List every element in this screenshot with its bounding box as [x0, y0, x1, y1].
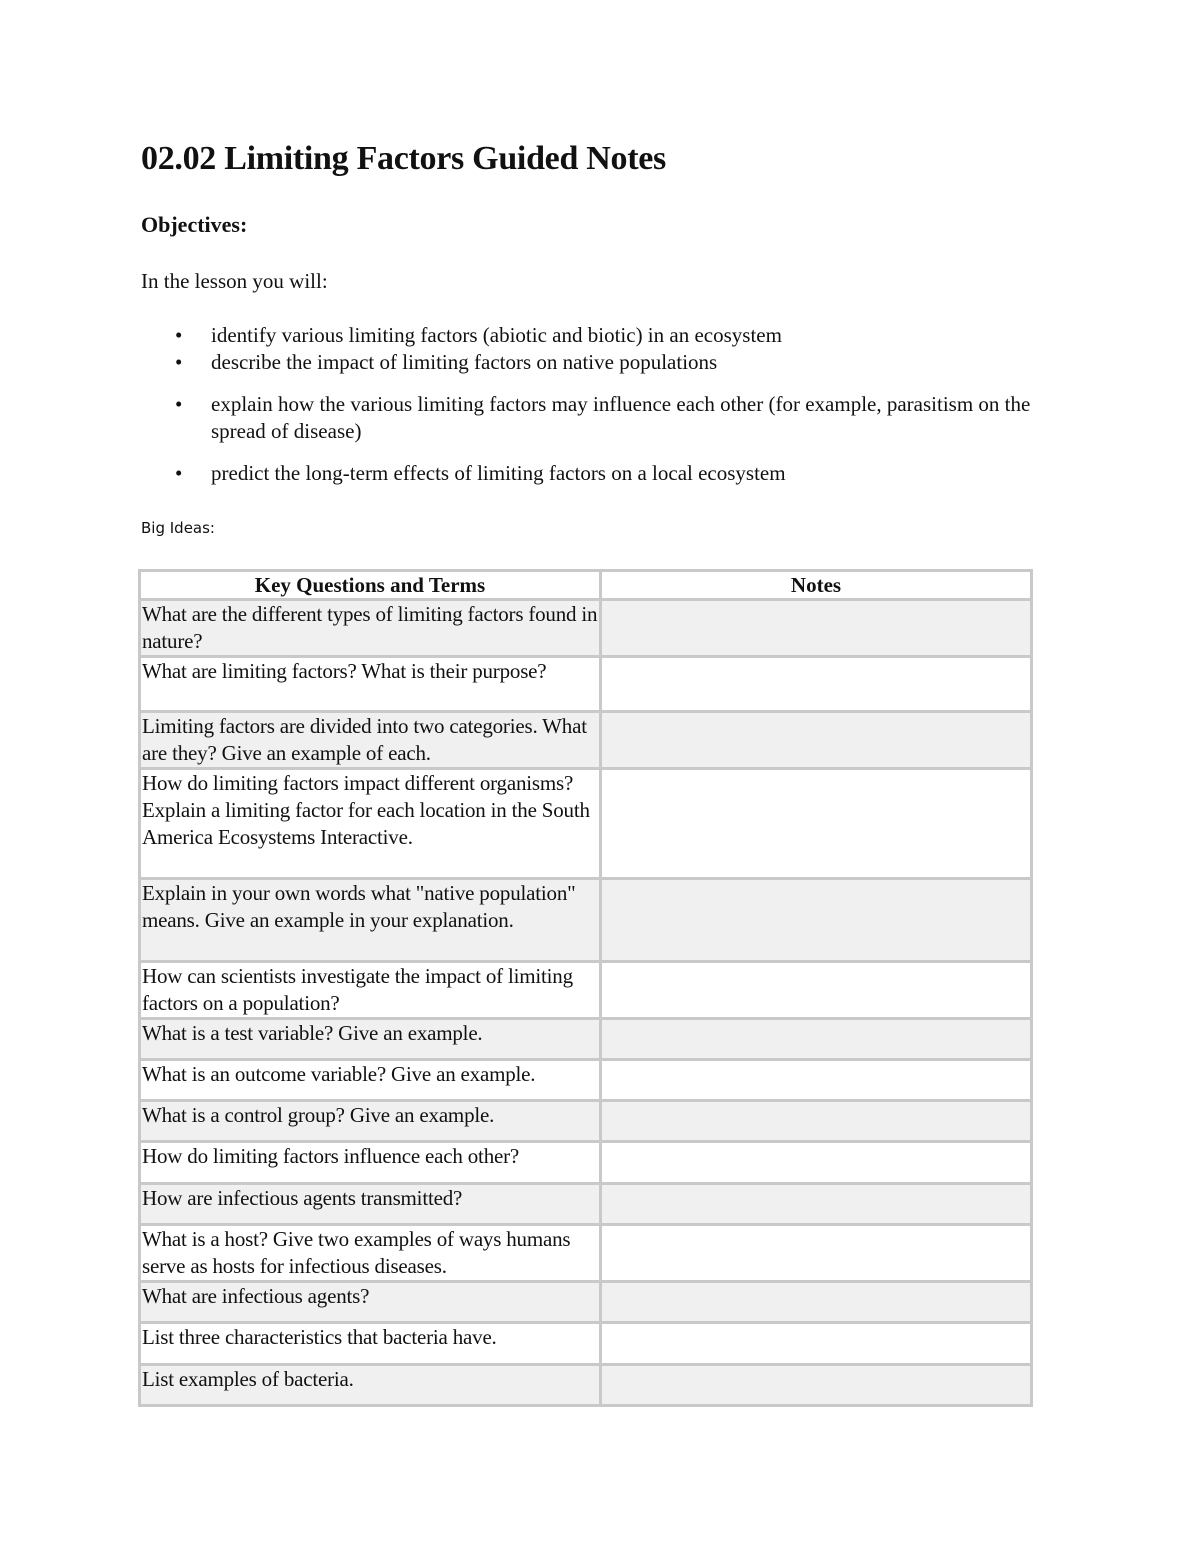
notes-cell[interactable]: [601, 1184, 1032, 1225]
notes-cell[interactable]: [601, 1142, 1032, 1184]
objective-text: describe the impact of limiting factors on native populations: [211, 350, 718, 374]
bullet-icon: •: [175, 392, 183, 416]
notes-cell[interactable]: [601, 1019, 1032, 1060]
question-cell: How are infectious agents transmitted?: [140, 1184, 601, 1225]
question-cell: What are limiting factors? What is their purpose?: [140, 657, 601, 712]
table-row: [140, 1101, 1032, 1142]
notes-cell[interactable]: [601, 1101, 1032, 1142]
objectives-list: [141, 322, 1041, 487]
list-item: [141, 349, 1041, 376]
notes-cell[interactable]: [601, 1225, 1032, 1282]
objective-text: identify various limiting factors (abiotic and biotic) in an ecosystem: [211, 323, 782, 347]
question-cell: Explain in your own words what "native population" means. Give an example in your explanation.: [140, 879, 601, 962]
table-row: [140, 769, 1032, 879]
notes-cell[interactable]: [601, 1282, 1032, 1323]
table-row: [140, 1225, 1032, 1282]
notes-cell[interactable]: [601, 712, 1032, 769]
question-cell: What is a host? Give two examples of ways humans serve as hosts for infectious diseases.: [140, 1225, 601, 1282]
notes-table: [138, 569, 1033, 1407]
column-header-notes: Notes: [601, 571, 1032, 600]
objective-text: predict the long-term effects of limiting factors on a local ecosystem: [211, 461, 786, 485]
table-row: [140, 1282, 1032, 1323]
question-cell: What is a test variable? Give an example.: [140, 1019, 601, 1060]
question-cell: Limiting factors are divided into two categories. What are they? Give an example of each.: [140, 712, 601, 769]
table-row: [140, 1365, 1032, 1406]
table-row: [140, 962, 1032, 1019]
notes-cell[interactable]: [601, 1365, 1032, 1406]
list-item: [141, 322, 1041, 349]
notes-cell[interactable]: [601, 1323, 1032, 1365]
table-row: [140, 657, 1032, 712]
table-row: [140, 879, 1032, 962]
objective-text: explain how the various limiting factors may influence each other (for example, parasitism on the spread of disease): [211, 392, 1031, 443]
big-ideas-label: Big Ideas:: [141, 519, 215, 537]
bullet-icon: •: [175, 350, 183, 374]
page-title: 02.02 Limiting Factors Guided Notes: [141, 140, 666, 177]
notes-cell[interactable]: [601, 879, 1032, 962]
notes-cell[interactable]: [601, 769, 1032, 879]
question-cell: What are infectious agents?: [140, 1282, 601, 1323]
bullet-icon: •: [175, 461, 183, 485]
question-cell: List three characteristics that bacteria have.: [140, 1323, 601, 1365]
table-row: [140, 1060, 1032, 1101]
table-row: [140, 1184, 1032, 1225]
table-row: [140, 1142, 1032, 1184]
question-cell: How can scientists investigate the impact of limiting factors on a population?: [140, 962, 601, 1019]
intro-text: In the lesson you will:: [141, 269, 328, 293]
table-row: [140, 600, 1032, 657]
list-item: [141, 391, 1041, 445]
question-cell: How do limiting factors influence each other?: [140, 1142, 601, 1184]
list-item: [141, 460, 1041, 487]
objectives-heading: Objectives:: [141, 212, 248, 237]
table-header-row: [140, 571, 1032, 600]
column-header-questions: Key Questions and Terms: [140, 571, 601, 600]
table-row: [140, 712, 1032, 769]
table-row: [140, 1323, 1032, 1365]
question-cell: How do limiting factors impact different organisms? Explain a limiting factor for each location in the South America Ecosystems Interactive.: [140, 769, 601, 879]
notes-cell[interactable]: [601, 600, 1032, 657]
question-cell: What is an outcome variable? Give an example.: [140, 1060, 601, 1101]
notes-cell[interactable]: [601, 657, 1032, 712]
table-row: [140, 1019, 1032, 1060]
question-cell: What is a control group? Give an example.: [140, 1101, 601, 1142]
question-cell: List examples of bacteria.: [140, 1365, 601, 1406]
notes-cell[interactable]: [601, 962, 1032, 1019]
question-cell: What are the different types of limiting factors found in nature?: [140, 600, 601, 657]
bullet-icon: •: [175, 323, 183, 347]
notes-cell[interactable]: [601, 1060, 1032, 1101]
